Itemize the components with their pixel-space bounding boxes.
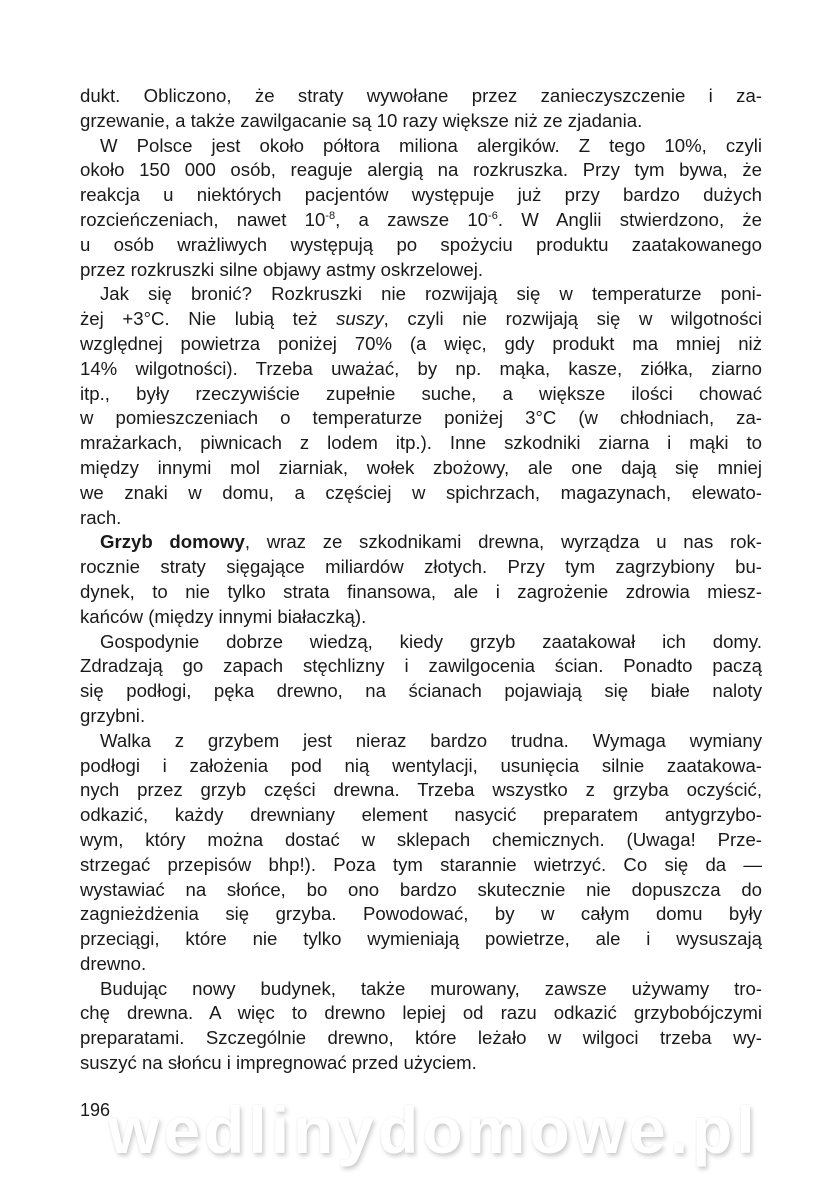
paragraph	[80, 977, 762, 1076]
text-line	[80, 456, 762, 481]
text-line	[80, 1051, 762, 1076]
text-segment: mrażarkach, piwnicach z lodem itp.). Inne szkodniki ziarna i mąki to	[80, 432, 762, 454]
text-segment: , wraz ze szkodnikami drewna, wyrządza u nas rok-	[244, 531, 762, 553]
text-segment: 14% wilgotności). Trzeba uważać, by np. mąka, kasze, ziółka, ziarno	[80, 357, 762, 379]
text-segment: Jak się bronić? Rozkruszki nie rozwijają się w temperaturze poni-	[100, 283, 762, 305]
text-line	[80, 183, 762, 208]
text-line	[80, 630, 762, 655]
text-segment: rach.	[80, 506, 122, 528]
text-line	[80, 977, 762, 1002]
text-segment: około 150 000 osób, reaguje alergią na rozkruszka. Przy tym bywa, że	[80, 159, 762, 181]
text-line	[80, 233, 762, 258]
paragraph	[80, 134, 762, 283]
text-line	[80, 902, 762, 927]
superscript: -8	[325, 209, 336, 222]
text-line	[80, 927, 762, 952]
text-line	[80, 158, 762, 183]
text-line	[80, 704, 762, 729]
text-segment: rocznie straty sięgające miliardów złotych. Przy tym zagrzybiony bu-	[80, 556, 762, 578]
text-segment: wym, który można dostać w sklepach chemicznych. (Uwaga! Prze-	[80, 828, 762, 850]
text-line	[80, 357, 762, 382]
text-line	[80, 406, 762, 431]
text-line	[80, 282, 762, 307]
text-line	[80, 258, 762, 283]
page-number: 196	[80, 1100, 111, 1120]
text-segment: itp., były rzeczywiście zupełnie suche, a większe ilości chować	[80, 382, 762, 404]
text-segment: drewno.	[80, 952, 147, 974]
text-segment: strzegać przepisów bhp!). Poza tym starannie wietrzyć. Co się da —	[80, 853, 762, 875]
paragraph	[80, 282, 762, 530]
text-segment: dukt. Obliczono, że straty wywołane przez zanieczyszczenie i za-	[80, 85, 762, 106]
text-line	[80, 828, 762, 853]
text-segment: W Polsce jest około półtora miliona alergików. Z tego 10%, czyli	[100, 134, 762, 156]
text-line	[80, 530, 762, 555]
text-line	[80, 431, 762, 456]
text-line	[80, 729, 762, 754]
text-line	[80, 307, 762, 332]
paragraph	[80, 630, 762, 729]
text-line	[80, 605, 762, 630]
text-line	[80, 580, 762, 605]
text-segment: odkazić, każdy drewniany element nasycić preparatem antygrzybo-	[80, 804, 762, 826]
body-text	[80, 84, 762, 1076]
text-segment: Gospodynie dobrze wiedzą, kiedy grzyb zaatakował ich domy.	[100, 630, 762, 652]
text-segment: nych przez grzyb części drewna. Trzeba wszystko z grzyba oczyścić,	[80, 779, 762, 801]
text-segment: podłogi i założenia pod nią wentylacji, usunięcia silnie zaatakowa-	[80, 754, 762, 776]
paragraph	[80, 729, 762, 977]
text-segment: między innymi mol ziarniak, wołek zbożowy, ale one dają się mniej	[80, 456, 762, 478]
superscript: -6	[488, 209, 498, 222]
text-segment: dynek, to nie tylko strata finansowa, ale i zagrożenie zdrowia miesz-	[80, 580, 762, 602]
italic-term: suszy	[336, 308, 384, 330]
text-segment: kańców (między innymi białaczką).	[80, 605, 367, 627]
text-segment: względnej powietrza poniżej 70% (a więc, gdy produkt ma mniej niż	[80, 332, 762, 354]
text-line	[80, 84, 762, 109]
text-line	[80, 878, 762, 903]
text-line	[80, 754, 762, 779]
text-line	[80, 332, 762, 357]
text-segment: grzewanie, a także zawilgacanie są 10 razy większe niż ze zjadania.	[80, 109, 643, 131]
text-segment: , czyli nie rozwijają się w wilgotności	[383, 308, 762, 330]
text-line	[80, 506, 762, 531]
text-line	[80, 481, 762, 506]
text-segment: zagnieżdżenia się grzyba. Powodować, by w całym domu były	[80, 903, 762, 925]
text-segment: rozcieńczeniach, nawet 10	[80, 208, 326, 230]
paragraph	[80, 84, 762, 134]
text-segment: u osób wrażliwych występują po spożyciu produktu zaatakowanego	[80, 233, 762, 255]
text-line	[80, 853, 762, 878]
text-segment: się podłogi, pęka drewno, na ścianach pojawiają się białe naloty	[80, 680, 762, 702]
text-segment: suszyć na słońcu i impregnować przed użyciem.	[80, 1052, 477, 1074]
text-segment: Budując nowy budynek, także murowany, zawsze używamy tro-	[100, 977, 762, 999]
text-line	[80, 778, 762, 803]
text-line	[80, 654, 762, 679]
text-segment: reakcja u niektórych pacjentów występuje już przy bardzo dużych	[80, 184, 762, 206]
text-segment: grzybni.	[80, 704, 146, 726]
text-line	[80, 1026, 762, 1051]
text-line	[80, 109, 762, 134]
text-segment: Zdradzają go zapach stęchlizny i zawilgocenia ścian. Ponadto paczą	[80, 655, 762, 677]
text-line	[80, 134, 762, 159]
text-line	[80, 952, 762, 977]
text-segment: żej +3°C. Nie lubią też	[80, 308, 337, 330]
text-segment: preparatami. Szczególnie drewno, które leżało w wilgoci trzeba wy-	[80, 1027, 762, 1049]
text-segment: we znaki w domu, a częściej w spichrzach, magazynach, elewato-	[80, 481, 762, 503]
text-segment: przez rozkruszki silne objawy astmy oskrzelowej.	[80, 258, 483, 280]
text-segment: . W Anglii stwierdzono, że	[497, 208, 763, 230]
text-segment: , a zawsze 10	[335, 208, 489, 230]
text-segment: Walka z grzybem jest nieraz bardzo trudna. Wymaga wymiany	[100, 729, 762, 751]
text-segment: wystawiać na słońce, bo ono bardzo skutecznie nie dopuszcza do	[80, 878, 762, 900]
bold-term: Grzyb domowy	[100, 531, 245, 553]
text-line	[80, 382, 762, 407]
text-line	[80, 208, 762, 233]
paragraph	[80, 530, 762, 629]
text-line	[80, 679, 762, 704]
text-segment: przeciągi, które nie tylko wymieniają powietrze, ale i wysuszają	[80, 928, 762, 950]
text-line	[80, 555, 762, 580]
text-line	[80, 803, 762, 828]
text-segment: chę drewna. A więc to drewno lepiej od razu odkazić grzybobójczymi	[80, 1002, 762, 1024]
text-line	[80, 1001, 762, 1026]
text-segment: w pomieszczeniach o temperaturze poniżej 3°C (w chłodniach, za-	[80, 407, 762, 429]
watermark-logo: wedlinydomowe.pl	[108, 1093, 759, 1167]
